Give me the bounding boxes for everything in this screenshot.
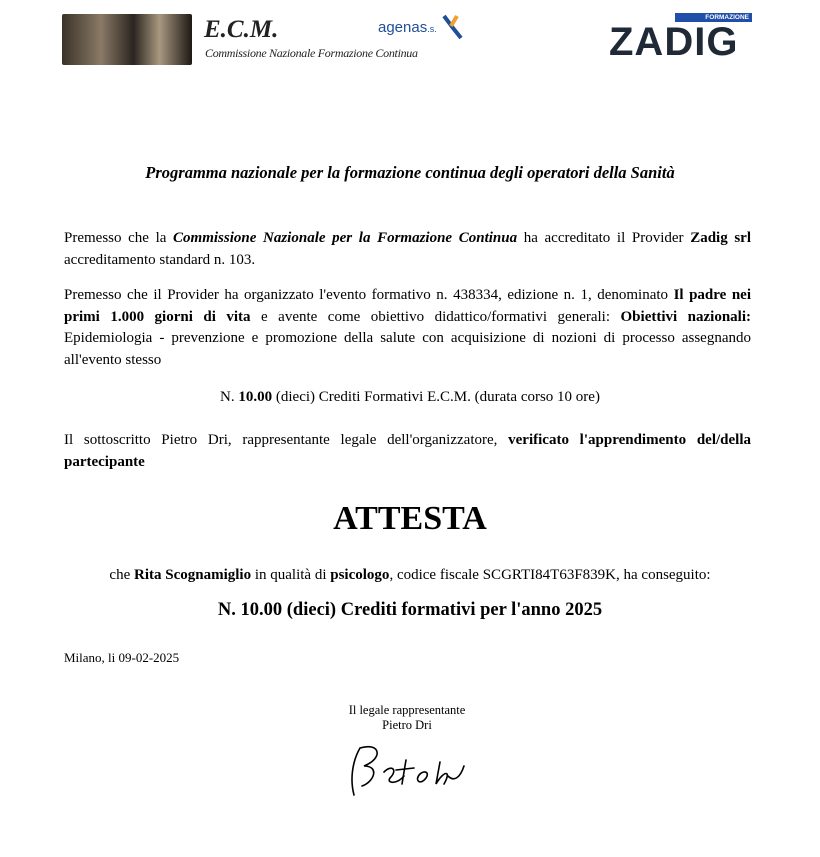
objectives-label: Obiettivi nazionali: — [620, 308, 752, 325]
text: e avente come obiettivo didattico/formativi generali: — [250, 308, 621, 325]
zadig-logo: ZADIG — [609, 20, 739, 64]
credits-year: N. 10.00 (dieci) Crediti formativi per l'anno 2025 — [217, 600, 603, 620]
text: Il sottoscritto Pietro Dri, rappresentante legale dell'organizzatore, — [64, 432, 509, 448]
text: in qualità di — [251, 567, 331, 583]
credits-line — [0, 389, 820, 406]
participant-first-name: Rita — [134, 567, 162, 583]
participant-line — [0, 567, 820, 584]
place-date: Milano, li 09-02-2025 — [64, 650, 180, 665]
text: che — [109, 567, 134, 583]
text: (dieci) Crediti Formativi E.C.M. (durata corso 10 ore) — [272, 389, 600, 405]
text: , codice fiscale SCGRTI84T63F839K, ha conseguito: — [389, 567, 711, 583]
text: N. — [220, 389, 239, 405]
participant-role: psicologo — [330, 567, 390, 583]
signatory-name: Pietro Dri — [382, 718, 432, 732]
ecm-title: E.C.M. — [204, 16, 279, 43]
handwritten-signature — [340, 740, 470, 800]
text: Premesso che il Provider ha organizzato l'evento formativo n. 438334, edizione n. 1, denominato — [64, 287, 674, 303]
event-name: Il padre nei primi 1.000 giorni di vita — [64, 287, 752, 325]
attesta-heading: ATTESTA — [333, 500, 487, 537]
verification-text: verificato l'apprendimento del/della partecipante — [64, 432, 751, 470]
signatory-role: Il legale rappresentante — [348, 703, 466, 717]
zadig-formazione-tag: FORMAZIONE — [675, 13, 752, 22]
text: accreditamento standard n. 103. — [64, 251, 256, 268]
agenas-text: agenas — [378, 19, 428, 36]
ecm-painting-logo — [62, 14, 192, 65]
agenas-logo: agenas.s. — [378, 14, 463, 40]
text: Premesso che la — [64, 230, 174, 246]
agenas-x-icon — [441, 14, 463, 40]
commission-name: Commissione Nazionale per la Formazione Continua — [173, 230, 518, 246]
signature-block — [307, 703, 507, 733]
event-paragraph — [64, 285, 751, 371]
ecm-subtitle: Commissione Nazionale Formazione Continua — [205, 46, 418, 60]
signatory-paragraph — [64, 430, 751, 473]
text: ha accreditato il Provider — [517, 230, 691, 246]
document-title: Programma nazionale per la formazione continua degli operatori della Sanità — [145, 163, 675, 182]
credits-number: 10.00 — [238, 389, 273, 405]
accreditation-paragraph — [64, 228, 751, 271]
provider-name: Zadig srl — [690, 230, 751, 246]
text: Epidemiologia - prevenzione e promozione della salute con acquisizione di nozioni di processo assegnando all'evento stesso — [64, 330, 751, 368]
participant-last-name: Scognamiglio — [161, 567, 252, 583]
